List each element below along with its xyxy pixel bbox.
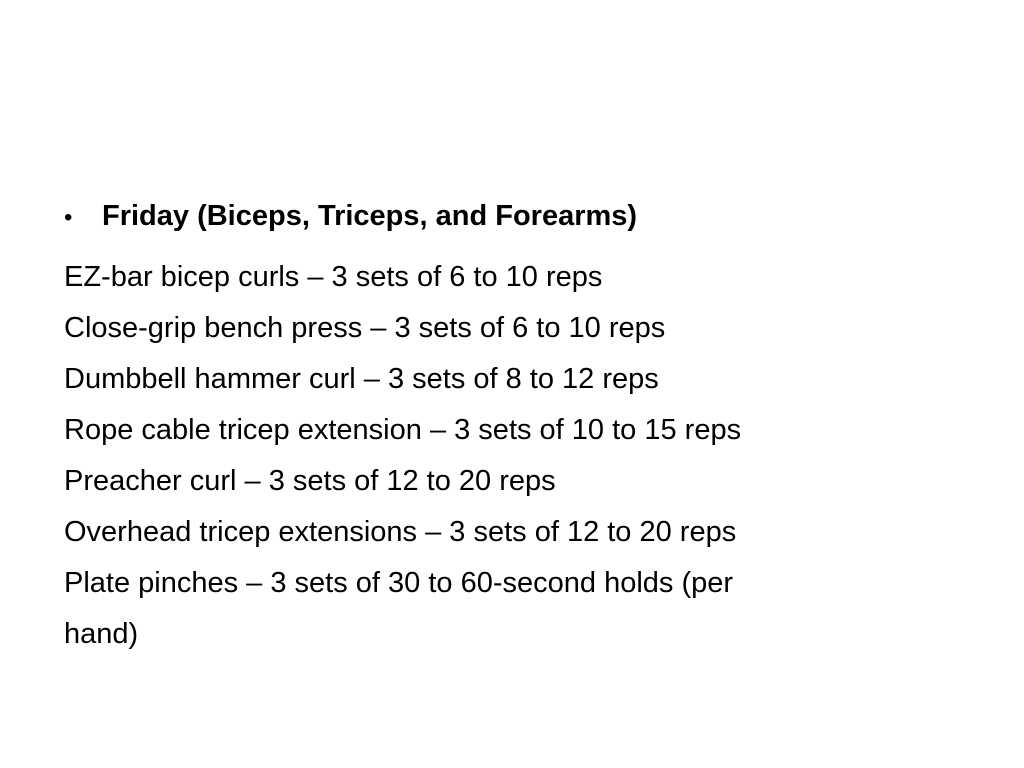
exercise-line: Plate pinches – 3 sets of 30 to 60-second holds (per — [64, 567, 734, 599]
exercise-list — [64, 252, 984, 660]
exercise-line: Preacher curl – 3 sets of 12 to 20 reps — [64, 465, 556, 497]
exercise-line: EZ-bar bicep curls – 3 sets of 6 to 10 reps — [64, 261, 603, 293]
day-heading: Friday (Biceps, Triceps, and Forearms) — [102, 200, 638, 232]
bullet-icon: • — [64, 204, 73, 231]
exercise-line: Rope cable tricep extension – 3 sets of 10 to 15 reps — [64, 414, 742, 446]
exercise-line: Overhead tricep extensions – 3 sets of 12 to 20 reps — [64, 516, 737, 548]
bullet-item — [64, 192, 984, 240]
slide-content — [64, 192, 984, 660]
exercise-line: Dumbbell hammer curl – 3 sets of 8 to 12 reps — [64, 363, 659, 395]
exercise-line: hand) — [64, 618, 139, 650]
exercise-line: Close-grip bench press – 3 sets of 6 to 10 reps — [64, 312, 666, 344]
